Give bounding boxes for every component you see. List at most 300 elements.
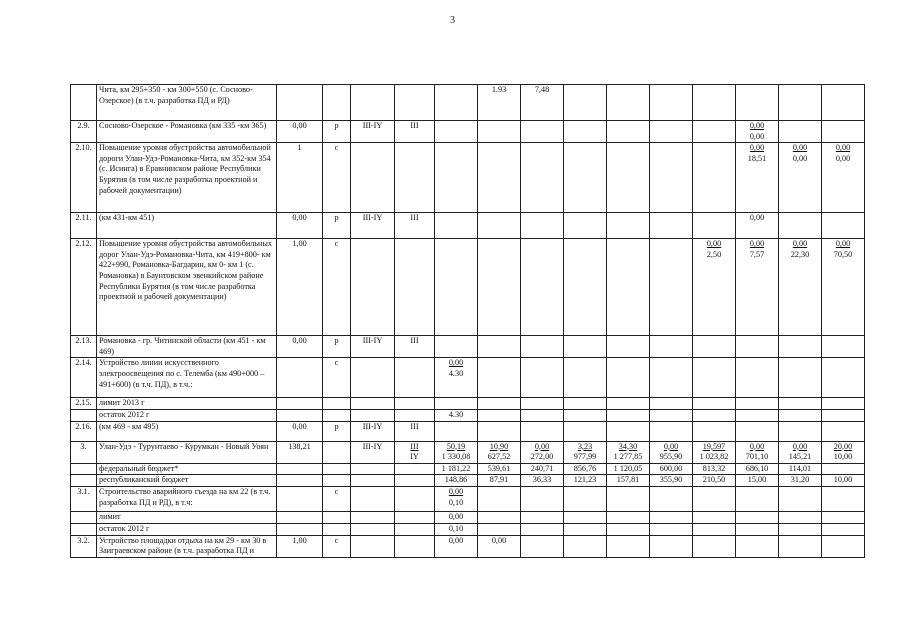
- cell-c7: [693, 239, 736, 336]
- cell-c10: [822, 487, 865, 512]
- cell-c9: [779, 239, 822, 336]
- cell-c10: 10,00: [822, 475, 865, 487]
- cell-type: [323, 523, 351, 535]
- table-row: [71, 512, 865, 524]
- cell-len: [277, 398, 323, 410]
- table-row: [71, 398, 865, 410]
- cell-c10: [822, 523, 865, 535]
- cell-c8: [736, 523, 779, 535]
- cell-c3: [521, 358, 564, 398]
- cell-line: 19,597: [702, 441, 726, 451]
- cell-num: 2.14.: [71, 358, 97, 398]
- cell-c3: [521, 535, 564, 557]
- cell-num: 3.2.: [71, 535, 97, 557]
- cell-line: 0,00: [835, 143, 851, 153]
- cell-c8: [736, 85, 779, 121]
- cell-cat2: III: [395, 121, 435, 143]
- cell-c7: [693, 213, 736, 239]
- cell-c4: 121,23: [564, 475, 607, 487]
- cell-line: 0,00: [792, 143, 808, 153]
- cell-line: 0,00: [749, 441, 765, 451]
- cell-c2: [478, 409, 521, 421]
- cell-c1: 4.30: [435, 409, 478, 421]
- cell-cat1: III-IY: [351, 213, 395, 239]
- cell-len: 138,21: [277, 441, 323, 463]
- cell-c10: [822, 85, 865, 121]
- cell-num: [71, 463, 97, 475]
- cell-c6: [650, 441, 693, 463]
- cell-c4: [564, 523, 607, 535]
- cell-line: 272,00: [530, 452, 554, 462]
- cell-cat2: [395, 85, 435, 121]
- table-row: [71, 121, 865, 143]
- cell-c6: 355,90: [650, 475, 693, 487]
- cell-c5: [607, 143, 650, 213]
- cell-c7: [693, 336, 736, 358]
- cell-c9: [779, 85, 822, 121]
- cell-c8: [736, 121, 779, 143]
- cell-c8: 15,00: [736, 475, 779, 487]
- cell-c8: 686,10: [736, 463, 779, 475]
- cell-c2: [478, 121, 521, 143]
- cell-line: 0,00: [835, 153, 851, 163]
- cell-c10: [822, 535, 865, 557]
- cell-cat1: [351, 398, 395, 410]
- cell-line: 627,52: [487, 452, 511, 462]
- cell-c4: [564, 409, 607, 421]
- cell-num: 2.12.: [71, 239, 97, 336]
- cell-c3: [521, 421, 564, 441]
- cell-num: 3.: [71, 441, 97, 463]
- cell-c5: 1 120,05: [607, 463, 650, 475]
- cell-len: 0,00: [277, 213, 323, 239]
- cell-c8: 0,00: [736, 213, 779, 239]
- cell-c9: [779, 398, 822, 410]
- cell-len: 0,00: [277, 336, 323, 358]
- cell-c3: 240,71: [521, 463, 564, 475]
- cell-line: 1 330,08: [441, 452, 471, 462]
- cell-c1: [435, 336, 478, 358]
- cell-c2: 1.93: [478, 85, 521, 121]
- cell-c4: [564, 239, 607, 336]
- cell-desc: федеральный бюджет*: [97, 463, 277, 475]
- cell-c1: [435, 85, 478, 121]
- cell-c4: [564, 512, 607, 524]
- cell-c1: [435, 421, 478, 441]
- cell-cat2: III: [395, 421, 435, 441]
- cell-num: [71, 523, 97, 535]
- cell-c1: 148,86: [435, 475, 478, 487]
- cell-num: 3.1.: [71, 487, 97, 512]
- cell-line: 34,30: [618, 441, 638, 451]
- cell-type: р: [323, 421, 351, 441]
- cell-len: 0,00: [277, 121, 323, 143]
- cell-c2: [478, 239, 521, 336]
- cell-c10: [822, 143, 865, 213]
- cell-cat1: III-IY: [351, 441, 395, 463]
- cell-line: 701,10: [745, 452, 769, 462]
- cell-c1: [435, 358, 478, 398]
- cell-desc: республиканский бюджет: [97, 475, 277, 487]
- cell-type: с: [323, 358, 351, 398]
- cell-num: [71, 512, 97, 524]
- cell-line: 10,00: [833, 452, 853, 462]
- cell-c7: [693, 523, 736, 535]
- cell-c9: [779, 441, 822, 463]
- cell-cat2: [395, 463, 435, 475]
- cell-c8: [736, 409, 779, 421]
- cell-cat2: III: [395, 336, 435, 358]
- cell-c10: [822, 358, 865, 398]
- cell-c8: [736, 535, 779, 557]
- cell-c5: [607, 535, 650, 557]
- cell-c4: [564, 213, 607, 239]
- cell-len: 1: [277, 143, 323, 213]
- cell-line: 0,00: [448, 358, 464, 368]
- cell-type: [323, 409, 351, 421]
- cell-cat2: [395, 475, 435, 487]
- page-number: 3: [450, 15, 455, 26]
- cell-c3: [521, 121, 564, 143]
- cell-cat2: [395, 398, 435, 410]
- cell-type: [323, 475, 351, 487]
- cell-desc: Романовка - гр. Читинской области (км 451 - км 469): [97, 336, 277, 358]
- cell-c8: [736, 358, 779, 398]
- cell-cat1: [351, 475, 395, 487]
- cell-c5: [607, 85, 650, 121]
- cell-len: [277, 512, 323, 524]
- cell-c3: [521, 523, 564, 535]
- cell-type: с: [323, 143, 351, 213]
- cell-line: 0,00: [792, 441, 808, 451]
- table-row: [71, 535, 865, 557]
- cell-cat1: [351, 512, 395, 524]
- cell-line: 0,00: [792, 153, 808, 163]
- cell-c7: [693, 421, 736, 441]
- cell-c7: [693, 398, 736, 410]
- cell-c8: [736, 336, 779, 358]
- cell-cat1: [351, 523, 395, 535]
- cell-line: 0,00: [835, 239, 851, 249]
- cell-c10: [822, 409, 865, 421]
- cell-c1: [435, 143, 478, 213]
- cell-len: 0,00: [277, 421, 323, 441]
- cell-c5: [607, 512, 650, 524]
- cell-c2: [478, 143, 521, 213]
- cell-c6: [650, 239, 693, 336]
- cell-c8: [736, 512, 779, 524]
- cell-cat2: [395, 523, 435, 535]
- cell-c5: [607, 213, 650, 239]
- cell-c6: [650, 487, 693, 512]
- cell-c5: [607, 523, 650, 535]
- cell-c10: [822, 463, 865, 475]
- cell-c3: [521, 409, 564, 421]
- cell-c2: [478, 213, 521, 239]
- cell-line: IY: [410, 452, 419, 462]
- cell-c3: [521, 398, 564, 410]
- cell-c2: [478, 512, 521, 524]
- cell-c8: [736, 487, 779, 512]
- cell-c8: [736, 421, 779, 441]
- cell-line: 7,57: [749, 249, 765, 259]
- cell-c4: [564, 487, 607, 512]
- table-row: [71, 421, 865, 441]
- cell-c7: [693, 535, 736, 557]
- cell-c4: 856,76: [564, 463, 607, 475]
- cell-type: р: [323, 121, 351, 143]
- table-row: [71, 523, 865, 535]
- cell-cat1: [351, 487, 395, 512]
- cell-c2: [478, 421, 521, 441]
- cell-c5: [607, 487, 650, 512]
- cell-c2: [478, 398, 521, 410]
- table-row: [71, 239, 865, 336]
- cell-c1: 0,10: [435, 523, 478, 535]
- cell-line: 0,10: [448, 497, 464, 507]
- cell-type: [323, 463, 351, 475]
- cell-type: с: [323, 535, 351, 557]
- cell-desc: лимит: [97, 512, 277, 524]
- cell-c6: [650, 523, 693, 535]
- cell-c1: [435, 441, 478, 463]
- cell-c4: [564, 441, 607, 463]
- cell-c7: [693, 441, 736, 463]
- cell-c1: [435, 239, 478, 336]
- cell-num: 2.16.: [71, 421, 97, 441]
- cell-c6: [650, 85, 693, 121]
- cell-c5: [607, 421, 650, 441]
- cell-c2: [478, 523, 521, 535]
- cell-c3: [521, 213, 564, 239]
- cell-c10: [822, 213, 865, 239]
- cell-len: [277, 358, 323, 398]
- cell-desc: (км 431-км 451): [97, 213, 277, 239]
- cell-line: 3,23: [577, 441, 593, 451]
- cell-line: 4.30: [448, 368, 464, 378]
- cell-c7: [693, 512, 736, 524]
- cell-c2: [478, 441, 521, 463]
- cell-c10: [822, 512, 865, 524]
- cell-c5: [607, 358, 650, 398]
- cell-cat2: [395, 239, 435, 336]
- cell-c7: [693, 121, 736, 143]
- cell-cat2: [395, 512, 435, 524]
- cell-c9: [779, 512, 822, 524]
- cell-c4: [564, 421, 607, 441]
- cell-c6: [650, 512, 693, 524]
- cell-c9: [779, 409, 822, 421]
- cell-line: 1 023,82: [699, 452, 729, 462]
- cell-c7: [693, 85, 736, 121]
- cell-type: с: [323, 487, 351, 512]
- cell-c6: [650, 409, 693, 421]
- cell-c9: [779, 358, 822, 398]
- cell-type: р: [323, 213, 351, 239]
- cell-desc: остаток 2012 г: [97, 523, 277, 535]
- cell-line: III: [410, 441, 419, 451]
- cell-c4: [564, 121, 607, 143]
- cell-c3: 36,33: [521, 475, 564, 487]
- cell-c3: [521, 441, 564, 463]
- cell-line: 0,00: [534, 441, 550, 451]
- cell-c1: [435, 398, 478, 410]
- cell-c5: [607, 441, 650, 463]
- cell-len: 1,00: [277, 239, 323, 336]
- cell-c1: 0,00: [435, 535, 478, 557]
- cell-c2: 0,00: [478, 535, 521, 557]
- cell-c10: [822, 398, 865, 410]
- cell-cat1: [351, 358, 395, 398]
- cell-c6: [650, 213, 693, 239]
- table-row: [71, 409, 865, 421]
- cell-c6: [650, 421, 693, 441]
- cell-c3: [521, 512, 564, 524]
- cell-type: [323, 398, 351, 410]
- table-row: [71, 336, 865, 358]
- cell-len: 1,00: [277, 535, 323, 557]
- cell-desc: Повышение уровня обустройства автомобильных дорог Улан-Удэ-Романовка-Чита, км 419+800- км 422+990, Романовка-Багдарин, км 0- км 1 (с. Романовка) в Баунтовском эвенкийском районе Республики Бурятия (в том числе разработка проектной и рабочей документации): [97, 239, 277, 336]
- cell-line: 0,00: [749, 131, 765, 141]
- cell-c5: [607, 398, 650, 410]
- table-row: [71, 441, 865, 463]
- table-row: [71, 358, 865, 398]
- cell-cat2: [395, 358, 435, 398]
- cell-desc: Чита, км 295+350 - км 300+550 (с. Сосново-Озерское) (в т.ч. разработка ПД и РД): [97, 85, 277, 121]
- cell-c9: [779, 487, 822, 512]
- cell-type: с: [323, 239, 351, 336]
- cell-c3: [521, 487, 564, 512]
- cell-line: 0,00: [749, 121, 765, 130]
- cell-c5: [607, 121, 650, 143]
- cell-desc: Устройство линии искусственного электроосвещения по с. Телемба (км 490+000 – 491+600) (в т.ч. ПД), в т.ч.:: [97, 358, 277, 398]
- cell-cat1: [351, 535, 395, 557]
- cell-type: [323, 512, 351, 524]
- cell-c8: [736, 398, 779, 410]
- cell-cat1: III-IY: [351, 121, 395, 143]
- cell-line: 145,21: [788, 452, 812, 462]
- cell-num: 2.11.: [71, 213, 97, 239]
- cell-cat2: [395, 409, 435, 421]
- cell-cat2: [395, 487, 435, 512]
- cell-c1: [435, 121, 478, 143]
- cell-c9: [779, 121, 822, 143]
- cell-line: 977,99: [573, 452, 597, 462]
- cell-c9: [779, 535, 822, 557]
- cell-c4: [564, 336, 607, 358]
- cell-len: [277, 409, 323, 421]
- cell-c9: 31,20: [779, 475, 822, 487]
- cell-line: 70,50: [833, 249, 853, 259]
- cell-line: 0,00: [663, 441, 679, 451]
- cell-c7: [693, 358, 736, 398]
- cell-cat2: [395, 441, 435, 463]
- cell-c9: [779, 421, 822, 441]
- cell-num: 2.13.: [71, 336, 97, 358]
- cell-line: 0,00: [749, 143, 765, 153]
- cell-desc: остаток 2012 г: [97, 409, 277, 421]
- cell-cat2: [395, 143, 435, 213]
- cell-c6: [650, 358, 693, 398]
- cell-num: [71, 409, 97, 421]
- cell-c7: [693, 409, 736, 421]
- cell-line: 0,00: [749, 239, 765, 249]
- cell-line: 20,00: [833, 441, 853, 451]
- cell-c5: [607, 239, 650, 336]
- cell-line: 2,50: [706, 249, 722, 259]
- cell-desc: Повышение уровня обустройства автомобильной дороги Улан-Удэ-Романовка-Чита, км 352-км 354 (с. Исинга) в Еравнинском районе Республики Бурятия (в том числе разработка проектной и рабочей документации): [97, 143, 277, 213]
- cell-c10: [822, 121, 865, 143]
- table-row: [71, 463, 865, 475]
- cell-c7: 210,50: [693, 475, 736, 487]
- cell-cat2: [395, 535, 435, 557]
- cell-c2: [478, 336, 521, 358]
- cell-c9: [779, 336, 822, 358]
- cell-line: 18,51: [747, 153, 767, 163]
- cell-c6: [650, 535, 693, 557]
- cell-c2: 539,61: [478, 463, 521, 475]
- cell-c6: [650, 336, 693, 358]
- cell-type: р: [323, 336, 351, 358]
- cell-c6: [650, 121, 693, 143]
- cell-num: 2.10.: [71, 143, 97, 213]
- cell-c7: [693, 487, 736, 512]
- table-row: [71, 143, 865, 213]
- cell-c1: [435, 487, 478, 512]
- cell-len: [277, 475, 323, 487]
- cell-c8: [736, 143, 779, 213]
- cell-c4: [564, 398, 607, 410]
- cell-c8: [736, 239, 779, 336]
- cell-c10: [822, 239, 865, 336]
- cell-c7: 813,32: [693, 463, 736, 475]
- cell-c9: [779, 143, 822, 213]
- cell-c7: [693, 143, 736, 213]
- cell-c4: [564, 535, 607, 557]
- cell-desc: Улан-Удэ - Турунтаево - Курумкан - Новый Уоян: [97, 441, 277, 463]
- cell-num: [71, 85, 97, 121]
- cell-cat1: [351, 463, 395, 475]
- roads-program-table: [70, 84, 865, 558]
- cell-len: [277, 523, 323, 535]
- cell-c3: [521, 239, 564, 336]
- cell-c3: 7,48: [521, 85, 564, 121]
- cell-line: 955,90: [659, 452, 683, 462]
- cell-c5: [607, 409, 650, 421]
- cell-c1: 0,00: [435, 512, 478, 524]
- cell-len: [277, 487, 323, 512]
- cell-type: [323, 441, 351, 463]
- cell-type: [323, 85, 351, 121]
- cell-c9: [779, 213, 822, 239]
- cell-c4: [564, 358, 607, 398]
- cell-c2: [478, 487, 521, 512]
- cell-c6: [650, 143, 693, 213]
- cell-line: 0,00: [448, 487, 464, 497]
- cell-c3: [521, 143, 564, 213]
- cell-c2: 87,91: [478, 475, 521, 487]
- cell-cat1: [351, 409, 395, 421]
- cell-cat1: [351, 143, 395, 213]
- cell-c8: [736, 441, 779, 463]
- cell-num: 2.9.: [71, 121, 97, 143]
- table-row: [71, 475, 865, 487]
- cell-len: [277, 463, 323, 475]
- table-row: [71, 213, 865, 239]
- table-row: [71, 85, 865, 121]
- cell-desc: (км 469 - км 495): [97, 421, 277, 441]
- cell-desc: Устройство площадки отдыха на км 29 - км 30 в Заиграевском районе (в т.ч. разработка ПД и: [97, 535, 277, 557]
